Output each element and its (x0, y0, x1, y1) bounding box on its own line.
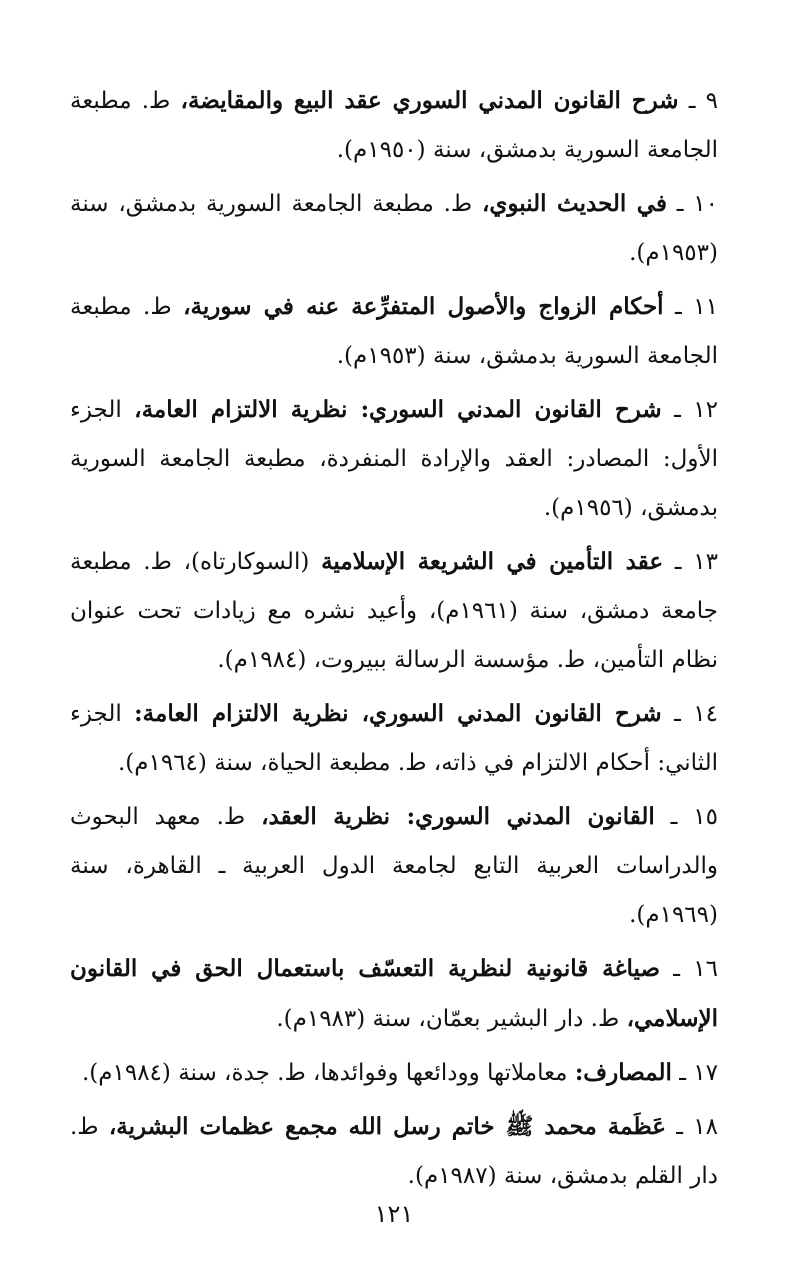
entry-title: في الحديث النبوي، (481, 190, 667, 217)
entry-title: عَظَمة محمد ﷺ خاتم رسل الله مجمع عظمات البشرية، (108, 1113, 667, 1140)
entry-title: صياغة قانونية لنظرية التعسّف باستعمال الحق في القانون الإسلامي، (70, 955, 718, 1032)
entry-title: شرح القانون المدني السوري، نظرية الالتزام العامة: (134, 700, 662, 727)
bibliography-entry-15 (70, 792, 718, 940)
bibliography-entry-17 (70, 1048, 718, 1098)
entry-number: ١٣ ـ (674, 549, 718, 575)
entry-number: ١٤ ـ (674, 701, 718, 727)
entry-title: المصارف: (574, 1059, 672, 1086)
entry-number: ١٨ ـ (676, 1114, 719, 1140)
entry-publication-details: ط. دار البشير بعمّان، سنة (١٩٨٣م). (276, 1006, 620, 1032)
bibliography-entry-14 (70, 689, 718, 788)
bibliography-entry-11 (70, 282, 718, 381)
entry-title: شرح القانون المدني السوري: نظرية الالتزام العامة، (134, 396, 662, 423)
entry-title: شرح القانون المدني السوري عقد البيع والمقايضة، (180, 87, 679, 114)
entry-number: ١٥ ـ (670, 804, 719, 830)
entry-number: ١٧ ـ (679, 1060, 718, 1086)
entry-publication-details: الجزء الأول: المصادر: العقد والإرادة المنفردة، مطبعة الجامعة السورية بدمشق، (١٩٥٦م). (70, 397, 718, 521)
bibliography-entry-13 (70, 537, 718, 685)
entry-publication-details: الجزء الثاني: أحكام الالتزام في ذاته، ط. مطبعة الحياة، سنة (١٩٦٤م). (70, 701, 718, 776)
entry-number: ١٠ ـ (676, 191, 719, 217)
bibliography-list (70, 76, 718, 1205)
entry-number: ١٦ ـ (673, 956, 718, 982)
entry-number: ١٢ ـ (674, 397, 718, 423)
bibliography-entry-9 (70, 76, 718, 175)
bibliography-entry-10 (70, 179, 718, 278)
bibliography-entry-16 (70, 944, 718, 1044)
entry-publication-details: (السوكارتاه)، ط. مطبعة جامعة دمشق، سنة (١٩٦١م)، وأعيد نشره مع زيادات تحت عنوان نظام التأمين، ط. مؤسسة الرسالة ببيروت، (١٩٨٤م). (70, 549, 718, 673)
bibliography-entry-18 (70, 1102, 718, 1201)
entry-publication-details: معاملاتها وودائعها وفوائدها، ط. جدة، سنة (١٩٨٤م). (81, 1060, 568, 1086)
page-number: ١٢١ (374, 1200, 414, 1228)
entry-number: ٩ ـ (688, 88, 719, 114)
entry-publication-details: ط. دار القلم بدمشق، سنة (١٩٨٧م). (70, 1114, 718, 1189)
entry-number: ١١ ـ (675, 294, 718, 320)
entry-title: القانون المدني السوري: نظرية العقد، (261, 803, 655, 830)
entry-publication-details: ط. مطبعة الجامعة السورية بدمشق، سنة (١٩٥٣م). (70, 191, 718, 266)
entry-title: عقد التأمين في الشريعة الإسلامية (321, 548, 664, 575)
entry-publication-details: ط. مطبعة الجامعة السورية بدمشق، سنة (١٩٥٣م). (70, 294, 718, 369)
bibliography-entry-12 (70, 385, 718, 533)
entry-title: أحكام الزواج والأصول المتفرِّعة عنه في سورية، (183, 293, 664, 320)
entry-publication-details: ط. مطبعة الجامعة السورية بدمشق، سنة (١٩٥٠م). (70, 88, 718, 163)
entry-publication-details: ط. معهد البحوث والدراسات العربية التابع لجامعة الدول العربية ـ القاهرة، سنة (١٩٦٩م). (70, 804, 718, 928)
